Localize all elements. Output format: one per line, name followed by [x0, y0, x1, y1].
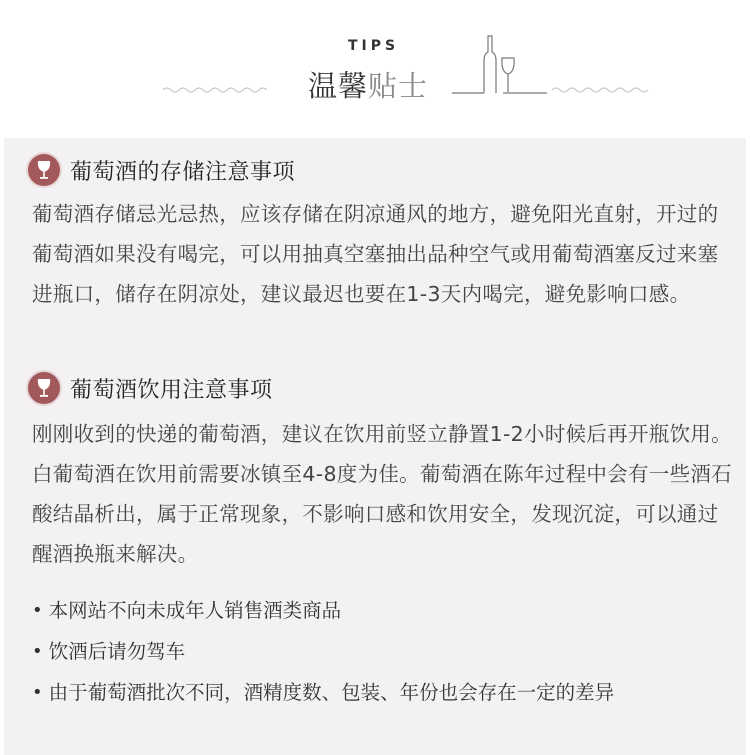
wine-glass-icon [28, 372, 60, 404]
drinking-section-heading [28, 372, 273, 404]
page-title [308, 64, 428, 105]
storage-section-heading [28, 154, 295, 186]
bullet-icon: • [32, 600, 43, 621]
storage-section-body: 葡萄酒存储忌光忌热，应该存储在阴凉通风的地方，避免阳光直射，开过的葡萄酒如果没有喝完，可以用抽真空塞抽出品种空气或用葡萄酒塞反过来塞进瓶口，储存在阴凉处，建议最迟也要在1-3天内喝完，避免影响口感。 [32, 202, 719, 306]
notice-text: 饮酒后请勿驾车 [48, 640, 186, 663]
wine-glass-icon [28, 154, 60, 186]
bullet-icon: • [32, 682, 43, 703]
wine-bottle-glass-icon [452, 30, 547, 100]
drinking-section-title: 葡萄酒饮用注意事项 [70, 377, 273, 403]
storage-section-title: 葡萄酒的存储注意事项 [70, 159, 296, 185]
drinking-section-body: 刚刚收到的快递的葡萄酒，建议在饮用前竖立静置1-2小时候后再开瓶饮用。白葡萄酒在饮用前需要冰镇至4-8度为佳。葡萄酒在陈年过程中会有一些酒石酸结晶析出，属于正常现象，不影响口感和饮用安全，发现沉淀，可以通过醒酒换瓶来解决。 [32, 422, 732, 566]
page-title-light: 贴士 [368, 69, 429, 103]
wave-divider-left-icon [163, 86, 267, 94]
list-item [32, 672, 732, 713]
list-item [32, 631, 732, 672]
tips-header [0, 0, 750, 138]
notice-text: 本网站不向未成年人销售酒类商品 [48, 599, 342, 622]
notice-text: 由于葡萄酒批次不同，酒精度数、包装、年份也会存在一定的差异 [48, 681, 615, 704]
bullet-icon: • [32, 641, 43, 662]
tips-label: TIPS [348, 38, 400, 54]
notice-list [32, 590, 732, 713]
tips-content-panel [4, 138, 746, 755]
list-item [32, 590, 732, 631]
wave-divider-right-icon [552, 86, 650, 94]
page-title-main: 温馨 [308, 69, 369, 103]
